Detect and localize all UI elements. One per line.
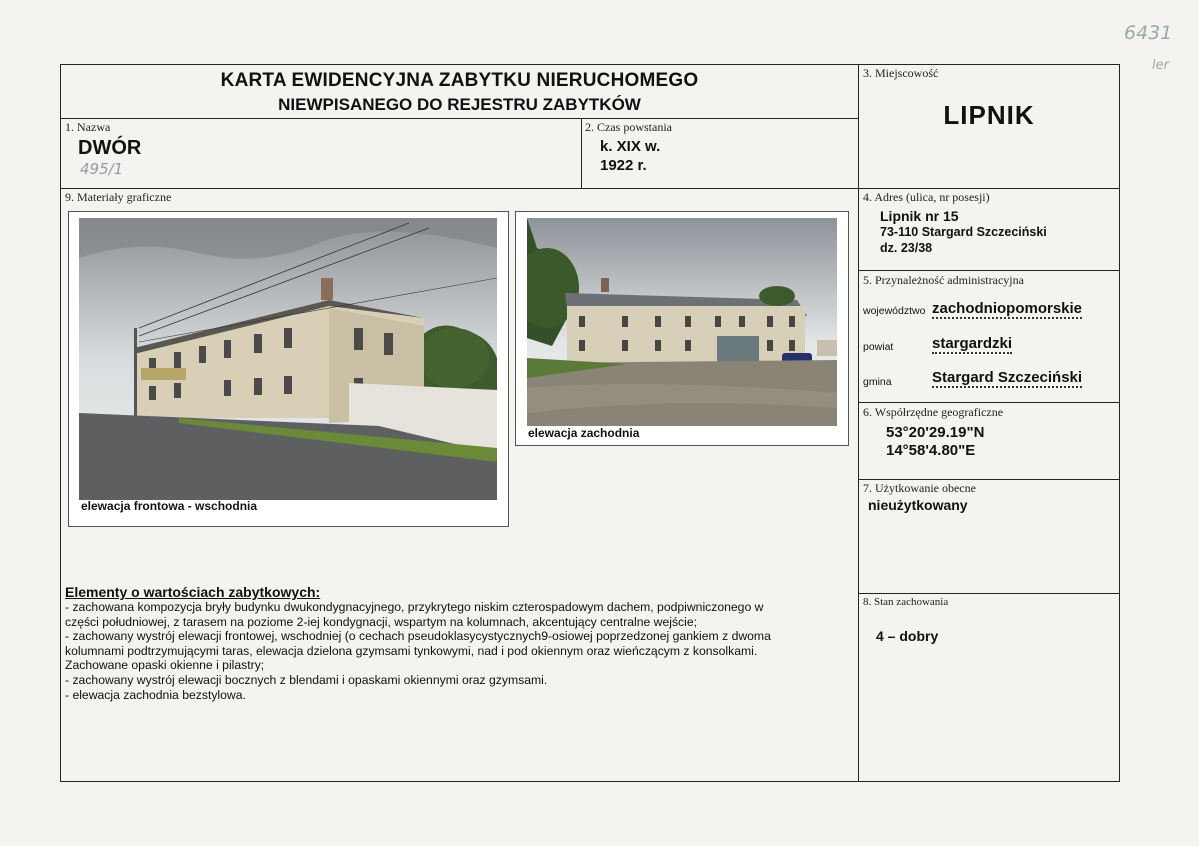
locality-label: 3. Miejscowość	[863, 66, 939, 80]
usage-value: nieużytkowany	[868, 497, 968, 513]
latitude-value: 53°20'29.19"N	[886, 424, 985, 441]
elements-line: części południowej, z tarasem na poziome 2-iej kondygnacji, wspartym na kolumnach, akcentujący centralne wejście;	[65, 614, 698, 629]
photo-front-caption: elewacja frontowa - wschodnia	[81, 499, 258, 513]
card-subtitle: NIEWPISANEGO DO REJESTRU ZABYTKÓW	[278, 95, 641, 114]
longitude-value: 14°58'4.80"E	[886, 442, 976, 459]
date-year: 1922 r.	[600, 157, 647, 174]
usage-divider	[858, 593, 1120, 594]
usage-label: 7. Użytkowanie obecne	[863, 481, 976, 495]
county-value: stargardzki	[932, 335, 1013, 352]
address-label: 4. Adres (ulica, nr posesji)	[863, 190, 990, 204]
elements-line: Zachowane opaski okienne i pilastry;	[65, 658, 265, 673]
name-value: DWÓR	[78, 137, 142, 159]
elements-line: - zachowana kompozycja bryły budynku dwukondygnacyjnego, przykrytego niskim czterospadowym dachem, podpiwniczonego w	[65, 600, 764, 614]
voivodeship-value: zachodniopomorskie	[932, 300, 1083, 317]
name-label: 1. Nazwa	[65, 120, 111, 134]
name-date-divider	[581, 118, 582, 188]
elements-line: kolumnami podtrzymującymi taras, elewacja dzielona gzymsami tynkowymi, nad i pod okiennym oraz wieńczącym z konsolkami.	[65, 643, 758, 658]
commune-label: gmina	[863, 376, 892, 388]
locality-value: LIPNIK	[943, 100, 1035, 130]
elements-description	[65, 600, 855, 702]
date-label: 2. Czas powstania	[585, 120, 672, 134]
right-column-divider	[858, 64, 859, 782]
handwritten-note: 495/1	[80, 160, 124, 178]
address-divider	[858, 270, 1120, 271]
commune-value: Stargard Szczeciński	[932, 369, 1083, 386]
voivodeship-label: województwo	[863, 305, 926, 317]
county-label: powiat	[863, 341, 894, 353]
coordinates-label: 6. Współrzędne geograficzne	[863, 405, 1004, 419]
handwritten-inventory-number: 6431	[1124, 22, 1173, 44]
elements-line: - elewacja zachodnia bezstylowa.	[65, 687, 246, 702]
elements-heading: Elementy o wartościach zabytkowych:	[65, 584, 321, 600]
photo-west-caption: elewacja zachodnia	[528, 426, 640, 440]
address-line-3: dz. 23/38	[880, 241, 933, 255]
admin-label: 5. Przynależność administracyjna	[863, 273, 1024, 287]
elements-line: - zachowany wystrój elewacji bocznych z blendami i opaskami okiennymi oraz gzymsami.	[65, 672, 548, 687]
front-elevation-image	[79, 218, 497, 500]
admin-divider	[858, 402, 1120, 403]
address-line-2: 73-110 Stargard Szczeciński	[880, 225, 1047, 239]
date-century: k. XIX w.	[600, 138, 661, 155]
fields-divider	[60, 188, 1120, 189]
photo-west-elevation	[515, 211, 849, 446]
card-title: KARTA EWIDENCYJNA ZABYTKU NIERUCHOMEGO	[220, 70, 699, 91]
coords-divider	[858, 479, 1120, 480]
graphics-label: 9. Materiały graficzne	[65, 190, 172, 204]
photo-front-elevation	[68, 211, 509, 527]
handwritten-initials: ler	[1152, 58, 1169, 73]
header-divider	[60, 118, 859, 119]
condition-value: 4 – dobry	[876, 628, 939, 644]
elements-line: - zachowany wystrój elewacji frontowej, wschodniej (o cechach pseudoklasycystycznych9-osiowej poprzedzonej gankiem z dwoma	[65, 629, 771, 644]
west-elevation-image	[527, 218, 837, 426]
address-line-1: Lipnik nr 15	[880, 208, 959, 224]
condition-label: 8. Stan zachowania	[863, 596, 949, 608]
